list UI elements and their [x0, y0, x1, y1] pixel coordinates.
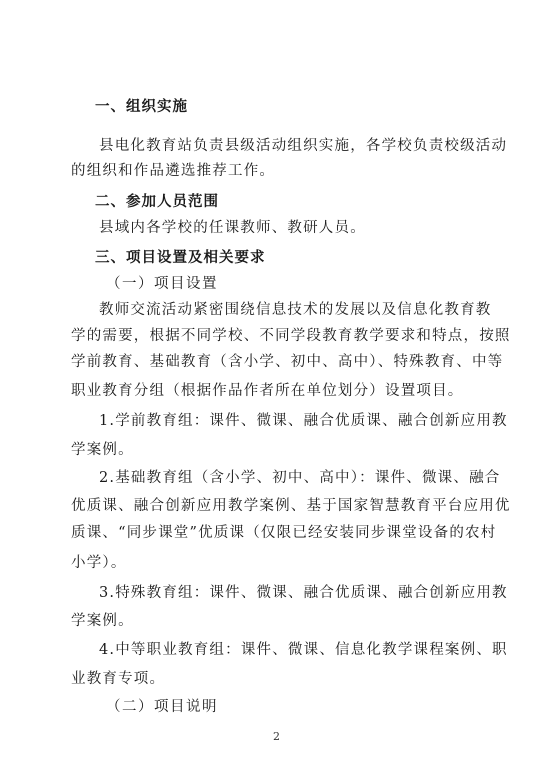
list-item-continuation: 小学）。: [71, 555, 127, 571]
list-item-special-education: 3.特殊教育组：课件、微课、融合优质课、融合创新应用教: [99, 585, 508, 601]
paragraph-line: 的组织和作品遴选推荐工作。: [71, 163, 276, 179]
list-item-continuation: 学案例。: [71, 613, 134, 629]
section-heading-organization: 一、组织实施: [95, 99, 188, 115]
paragraph-line: 学前教育、基础教育（含小学、初中、高中）、特殊教育、中等: [71, 354, 504, 370]
page-number: 2: [273, 730, 280, 743]
paragraph-line: 县电化教育站负责县级活动组织实施，各学校负责校级活动: [99, 138, 508, 154]
paragraph-line: 教师交流活动紧密围绕信息技术的发展以及信息化教育教: [99, 302, 492, 318]
list-item-continuation: 质课、“同步课堂”优质课（仅限已经安装同步课堂设备的农村: [71, 525, 497, 541]
list-item-continuation: 优质课、融合创新应用教学案例、基于国家智慧教育平台应用优: [71, 498, 511, 514]
list-item-vocational-education: 4.中等职业教育组：课件、微课、信息化教学课程案例、职: [99, 642, 508, 658]
section-heading-participants: 二、参加人员范围: [95, 194, 219, 210]
paragraph-line: 学的需要，根据不同学校、不同学段教育教学要求和特点，按照: [71, 328, 511, 344]
subsection-heading-project-description: （二）项目说明: [106, 699, 218, 715]
list-item-preschool: 1.学前教育组：课件、微课、融合优质课、融合创新应用教: [99, 413, 508, 429]
paragraph-line: 县域内各学校的任课教师、教研人员。: [99, 220, 366, 236]
subsection-heading-project-setup: （一）项目设置: [106, 276, 218, 292]
section-heading-projects: 三、项目设置及相关要求: [95, 250, 266, 266]
list-item-basic-education: 2.基础教育组（含小学、初中、高中）：课件、微课、融合: [99, 470, 501, 486]
list-item-continuation: 业教育专项。: [71, 671, 166, 687]
paragraph-line: 职业教育分组（根据作品作者所在单位划分）设置项目。: [71, 383, 464, 399]
list-item-continuation: 学案例。: [71, 442, 134, 458]
